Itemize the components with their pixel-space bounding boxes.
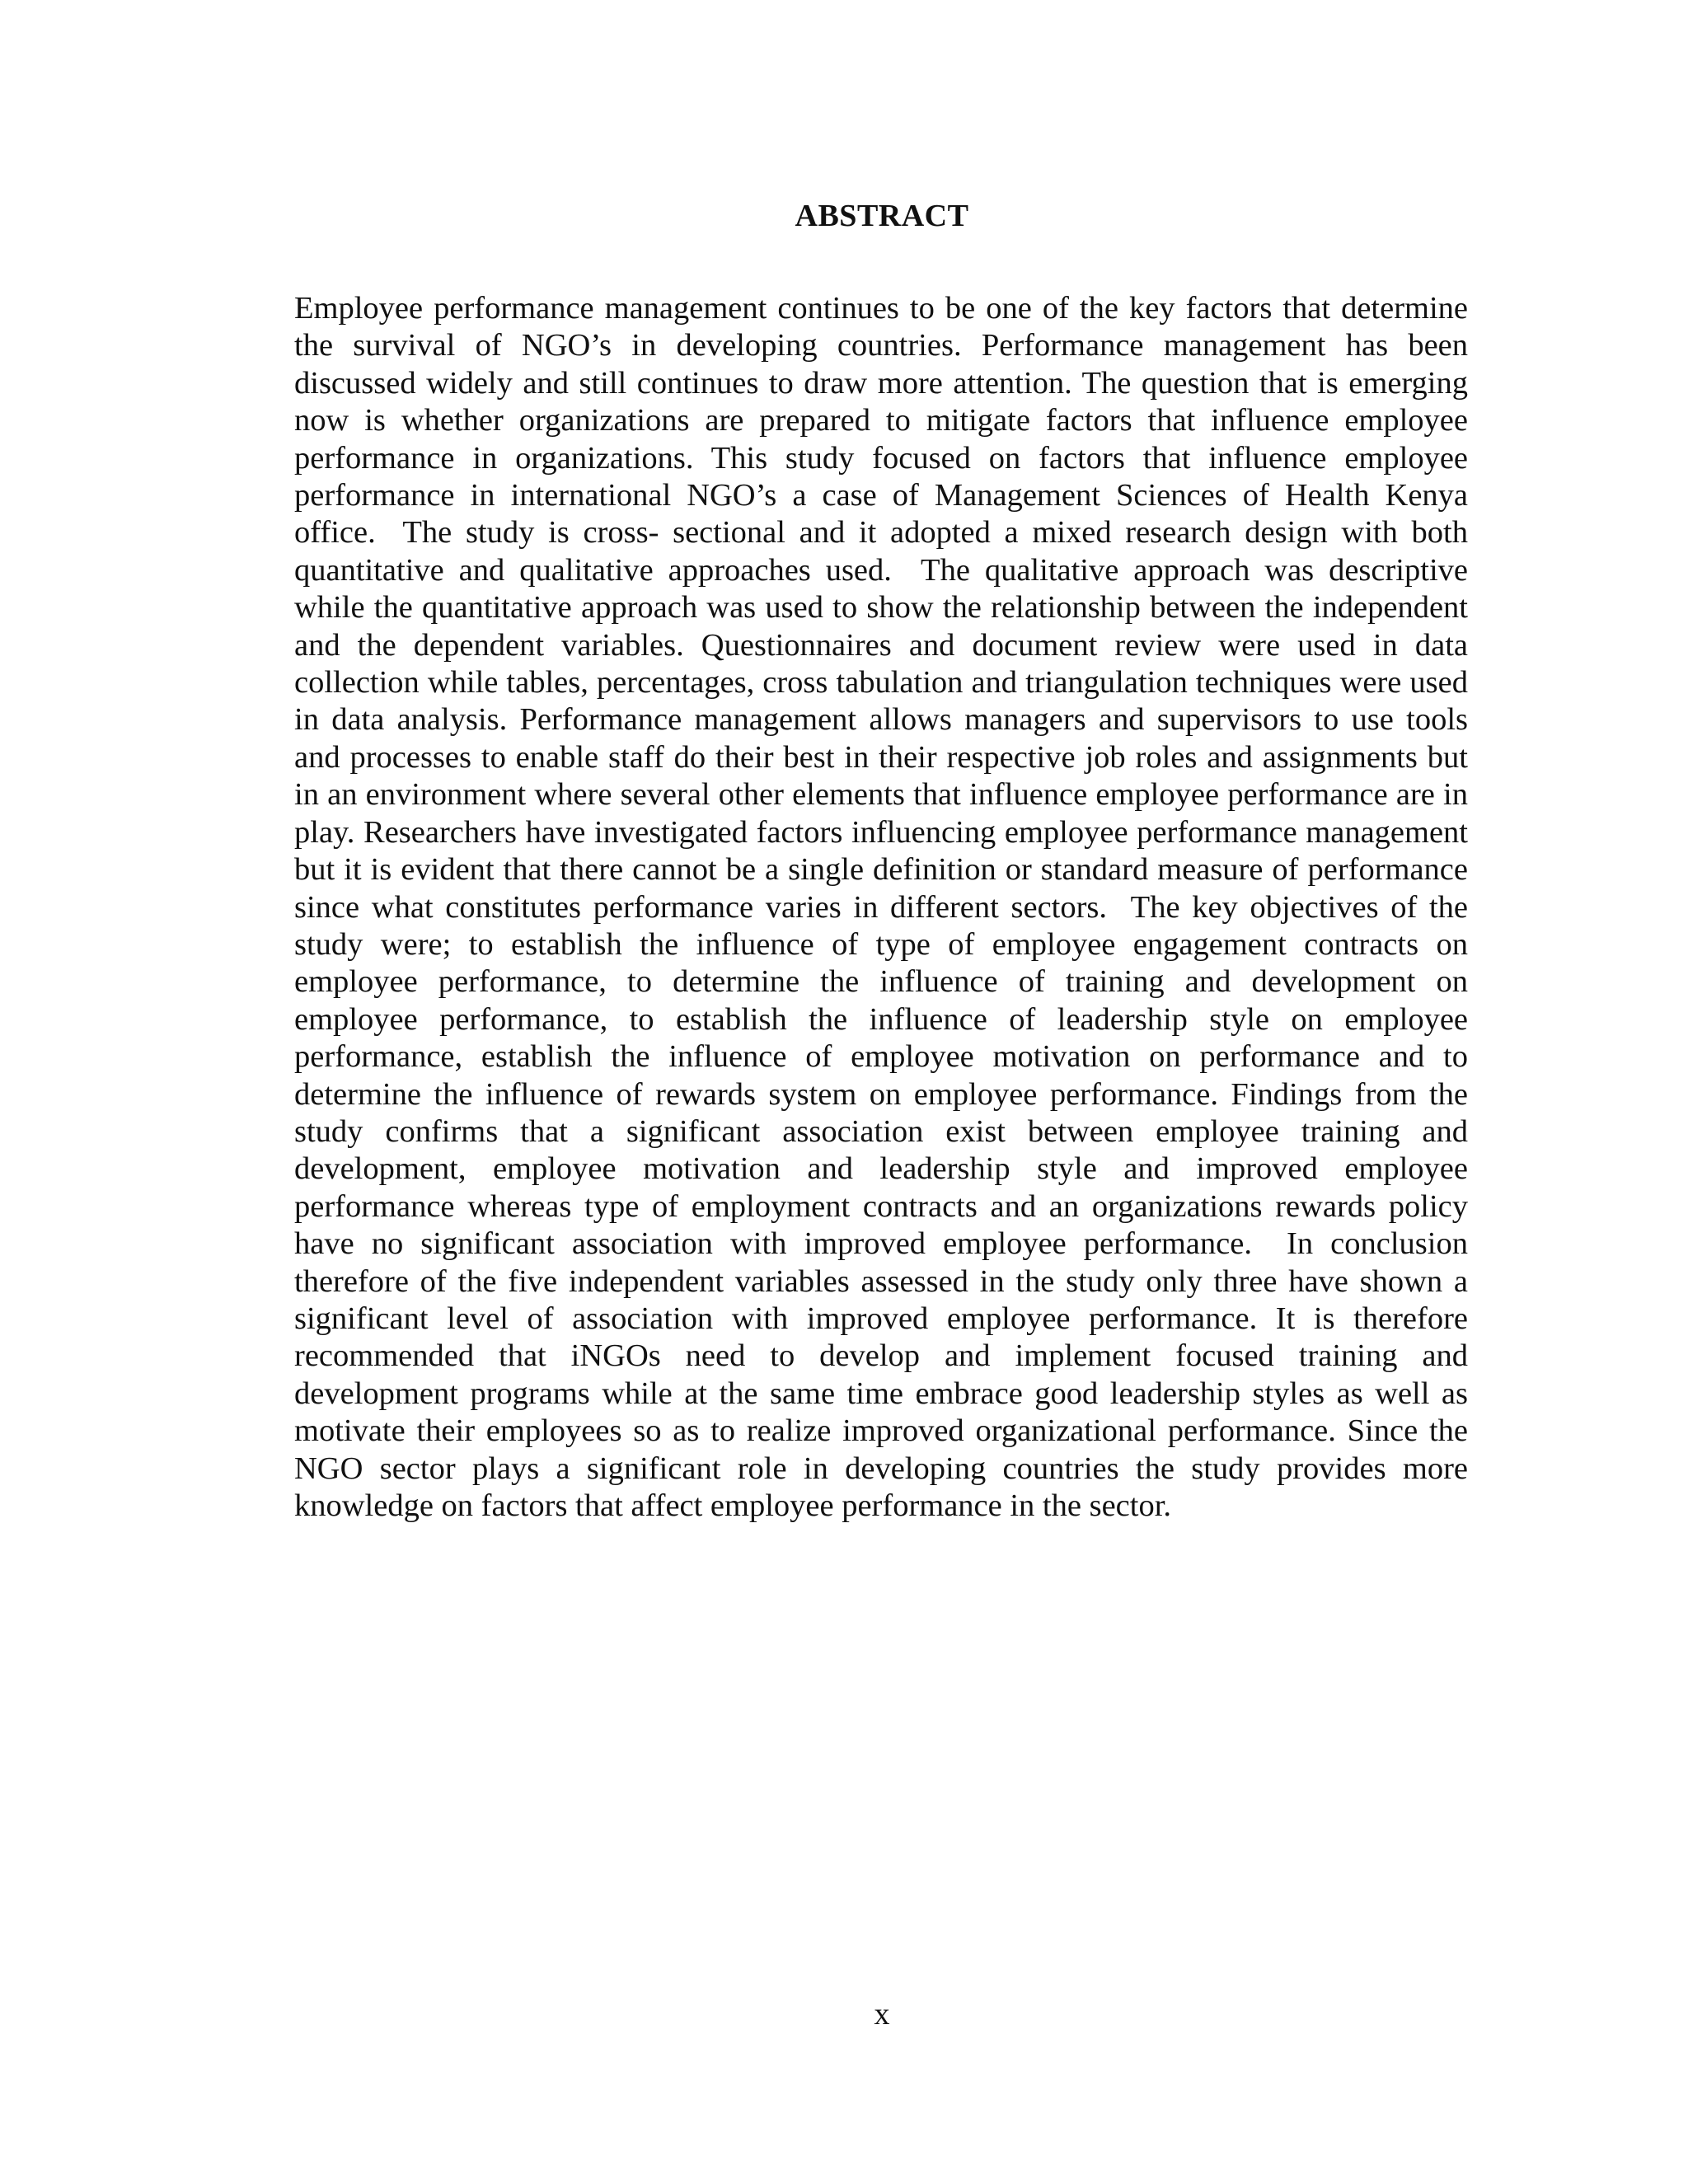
page-title: ABSTRACT [795, 199, 969, 233]
page-number: x [874, 1997, 890, 2032]
abstract-paragraph: Employee performance management continues to be one of the key factors that determine the survival of NGO’s in developing countries. Performance management has been discussed widely and still continues to draw more attention. The question that is emerging now is whether organizations are prepared to mitigate factors that influence employee performance in organizations. This study focused on factors that influence employee performance in international NGO’s a case of Management Sciences of Health Kenya office. The study is cross- sectional and it adopted a mixed research design with both quantitative and qualitative approaches used. The qualitative approach was descriptive while the quantitative approach was used to show the relationship between the independent and the dependent variables. Questionnaires and document review were used in data collection while tables, percentages, cross tabulation and triangulation techniques were used in data analysis. Performance management allows managers and supervisors to use tools and processes to enable staff do their best in their respective job roles and assignments but in an environment where several other elements that influence employee performance are in play. Researchers have investigated factors influencing employee performance management but it is evident that there cannot be a single definition or standard measure of performance since what constitutes performance varies in different sectors. The key objectives of the study were; to establish the influence of type of employee engagement contracts on employee performance, to determine the influence of training and development on employee performance, to establish the influence of leadership style on employee performance, establish the influence of employee motivation on performance and to determine the influence of rewards system on employee performance. Findings from the study confirms that a significant association exist between employee training and development, employee motivation and leadership style and improved employee performance whereas type of employment contracts and an organizations rewards policy have no significant association with improved employee performance. In conclusion therefore of the five independent variables assessed in the study only three have shown a significant level of association with improved employee performance. It is therefore recommended that iNGOs need to develop and implement focused training and development programs while at the same time embrace good leadership styles as well as motivate their employees so as to realize improved organizational performance. Since the NGO sector plays a significant role in developing countries the study provides more knowledge on factors that affect employee performance in the sector. [294, 291, 1476, 1523]
